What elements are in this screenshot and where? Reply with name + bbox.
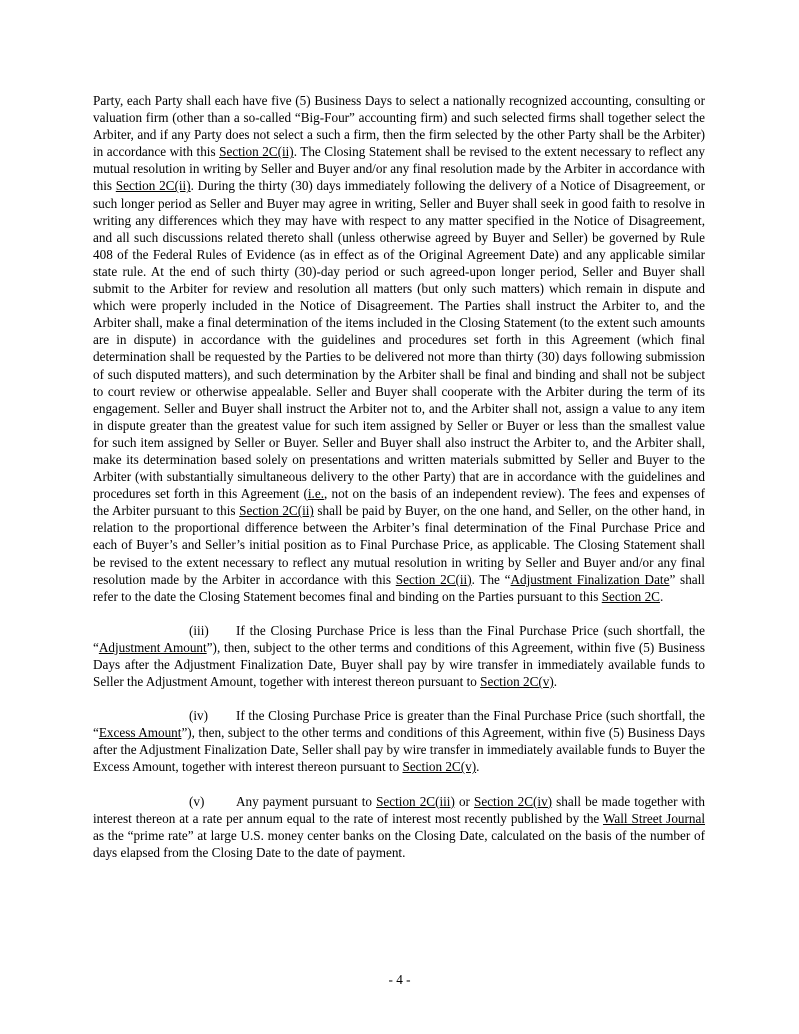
cross-reference: Adjustment Amount — [98, 639, 207, 655]
document-body — [93, 92, 705, 861]
cross-reference: Section 2C(ii) — [219, 144, 294, 160]
section-number: (iii) — [189, 622, 209, 638]
section-number: (v) — [189, 793, 205, 809]
cross-reference: i.e. — [307, 486, 325, 502]
paragraph-2c-iii: (iii) If the Closing Purchase Price is less than the Final Purchase Price (such shortfall, the “Adjustment Amount”), then, subject to the other terms and conditions of this Agreement, within five (5) Business Days after the Adjustment Finalization Date, Buyer shall pay by wire transfer in immediately available funds to Seller the Adjustment Amount, together with interest thereon pursuant to Section 2C(v). — [93, 622, 705, 690]
cross-reference: Section 2C(ii) — [115, 178, 191, 194]
paragraph-2c-v: (v) Any payment pursuant to Section 2C(iii) or Section 2C(iv) shall be made together with interest thereon at a rate per annum equal to the rate of interest most recently published by the Wall Street Journal as the “prime rate” at large U.S. money center banks on the Closing Date, calculated on the basis of the number of days elapsed from the Closing Date to the date of payment. — [93, 793, 706, 860]
cross-reference: Section 2C(ii) — [239, 503, 314, 519]
cross-reference: Section 2C(iv) — [474, 793, 553, 809]
paragraph-2c-iv: (iv) If the Closing Purchase Price is greater than the Final Purchase Price (such shortfall, the “Excess Amount”), then, subject to the other terms and conditions of this Agreement, within five (5) Business Days after the Adjustment Finalization Date, Seller shall pay by wire transfer in immediately available funds to Buyer the Excess Amount, together with interest thereon pursuant to Section 2C(v). — [93, 708, 706, 775]
cross-reference: Wall Street Journal — [602, 810, 706, 826]
cross-reference: Section 2C(v) — [402, 759, 477, 775]
cross-reference: Excess Amount — [98, 725, 182, 741]
cross-reference: Section 2C(v) — [480, 674, 554, 690]
page-number: - 4 - — [388, 972, 411, 987]
section-number: (iv) — [189, 708, 209, 724]
cross-reference: Section 2C(ii) — [395, 571, 472, 587]
cross-reference: Adjustment Finalization Date — [510, 571, 670, 587]
cross-reference: Section 2C(iii) — [376, 793, 455, 809]
paragraph-continuation: Party, each Party shall each have five (5) Business Days to select a nationally recognized accounting, consulting or valuation firm (other than a so-called “Big-Four” accounting firm) and such selected firms shall together select the Arbiter, and if any Party does not select a such a firm, then the firm selected by the other Party shall be the Arbiter) in accordance with this Section 2C(ii). The Closing Statement shall be revised to the extent necessary to reflect any mutual resolution in writing by Seller and Buyer and/or any final resolution made by the Arbiter in accordance with this Section 2C(ii). During the thirty (30) days immediately following the delivery of a Notice of Disagreement, or such longer period as Seller and Buyer may agree in writing, Seller and Buyer shall seek in good faith to resolve in writing any differences which they may have with respect to any matter specified in the Notice of Disagreement, and all such discussions related thereto shall (unless otherwise agreed by Buyer and Seller) be governed by Rule 408 of the Federal Rules of Evidence (as in effect as of the Original Agreement Date) and any applicable similar state rule. At the end of such thirty (30)-day period or such agreed-upon longer period, Seller and Buyer shall submit to the Arbiter for review and resolution all matters (but only such matters) which remain in dispute and which were properly included in the Notice of Disagreement. The Parties shall instruct the Arbiter to, and the Arbiter shall, make a final determination of the items included in the Closing Statement (to the extent such amounts are in dispute) in accordance with the guidelines and procedures set forth in this Agreement (which final determination shall be requested by the Parties to be delivered not more than thirty (30) days following submission of such disputed matters), and such determination by the Arbiter shall be final and binding and shall not be subject to court review or otherwise appealable. Seller and Buyer shall cooperate with the Arbiter during the term of its engagement. Seller and Buyer shall instruct the Arbiter not to, and the Arbiter shall not, assign a value to any item in dispute greater than the greatest value for such item assigned by Seller or Buyer or less than the smallest value for such item assigned by Seller or Buyer. Seller and Buyer shall also instruct the Arbiter to, and the Arbiter shall, make its determination based solely on presentations and written materials submitted by Seller and Buyer to the Arbiter (with substantially simultaneous delivery to the other Party) that are in accordance with the guidelines and procedures set forth in this Agreement (i.e., not on the basis of an independent review). The fees and expenses of the Arbiter pursuant to this Section 2C(ii) shall be paid by Buyer, on the one hand, and Seller, on the other hand, in relation to the proportional difference between the Arbiter’s final determination of the Final Purchase Price and each of Buyer’s and Seller’s initial position as to Final Purchase Price, as applicable. The Closing Statement shall be revised to the extent necessary to reflect any mutual resolution in writing by Seller and Buyer and/or any final resolution made by the Arbiter in accordance with this Section 2C(ii). The “Adjustment Finalization Date” shall refer to the date the Closing Statement becomes final and binding on the Parties pursuant to this Section 2C. — [93, 93, 706, 604]
cross-reference: Section 2C — [601, 588, 660, 604]
